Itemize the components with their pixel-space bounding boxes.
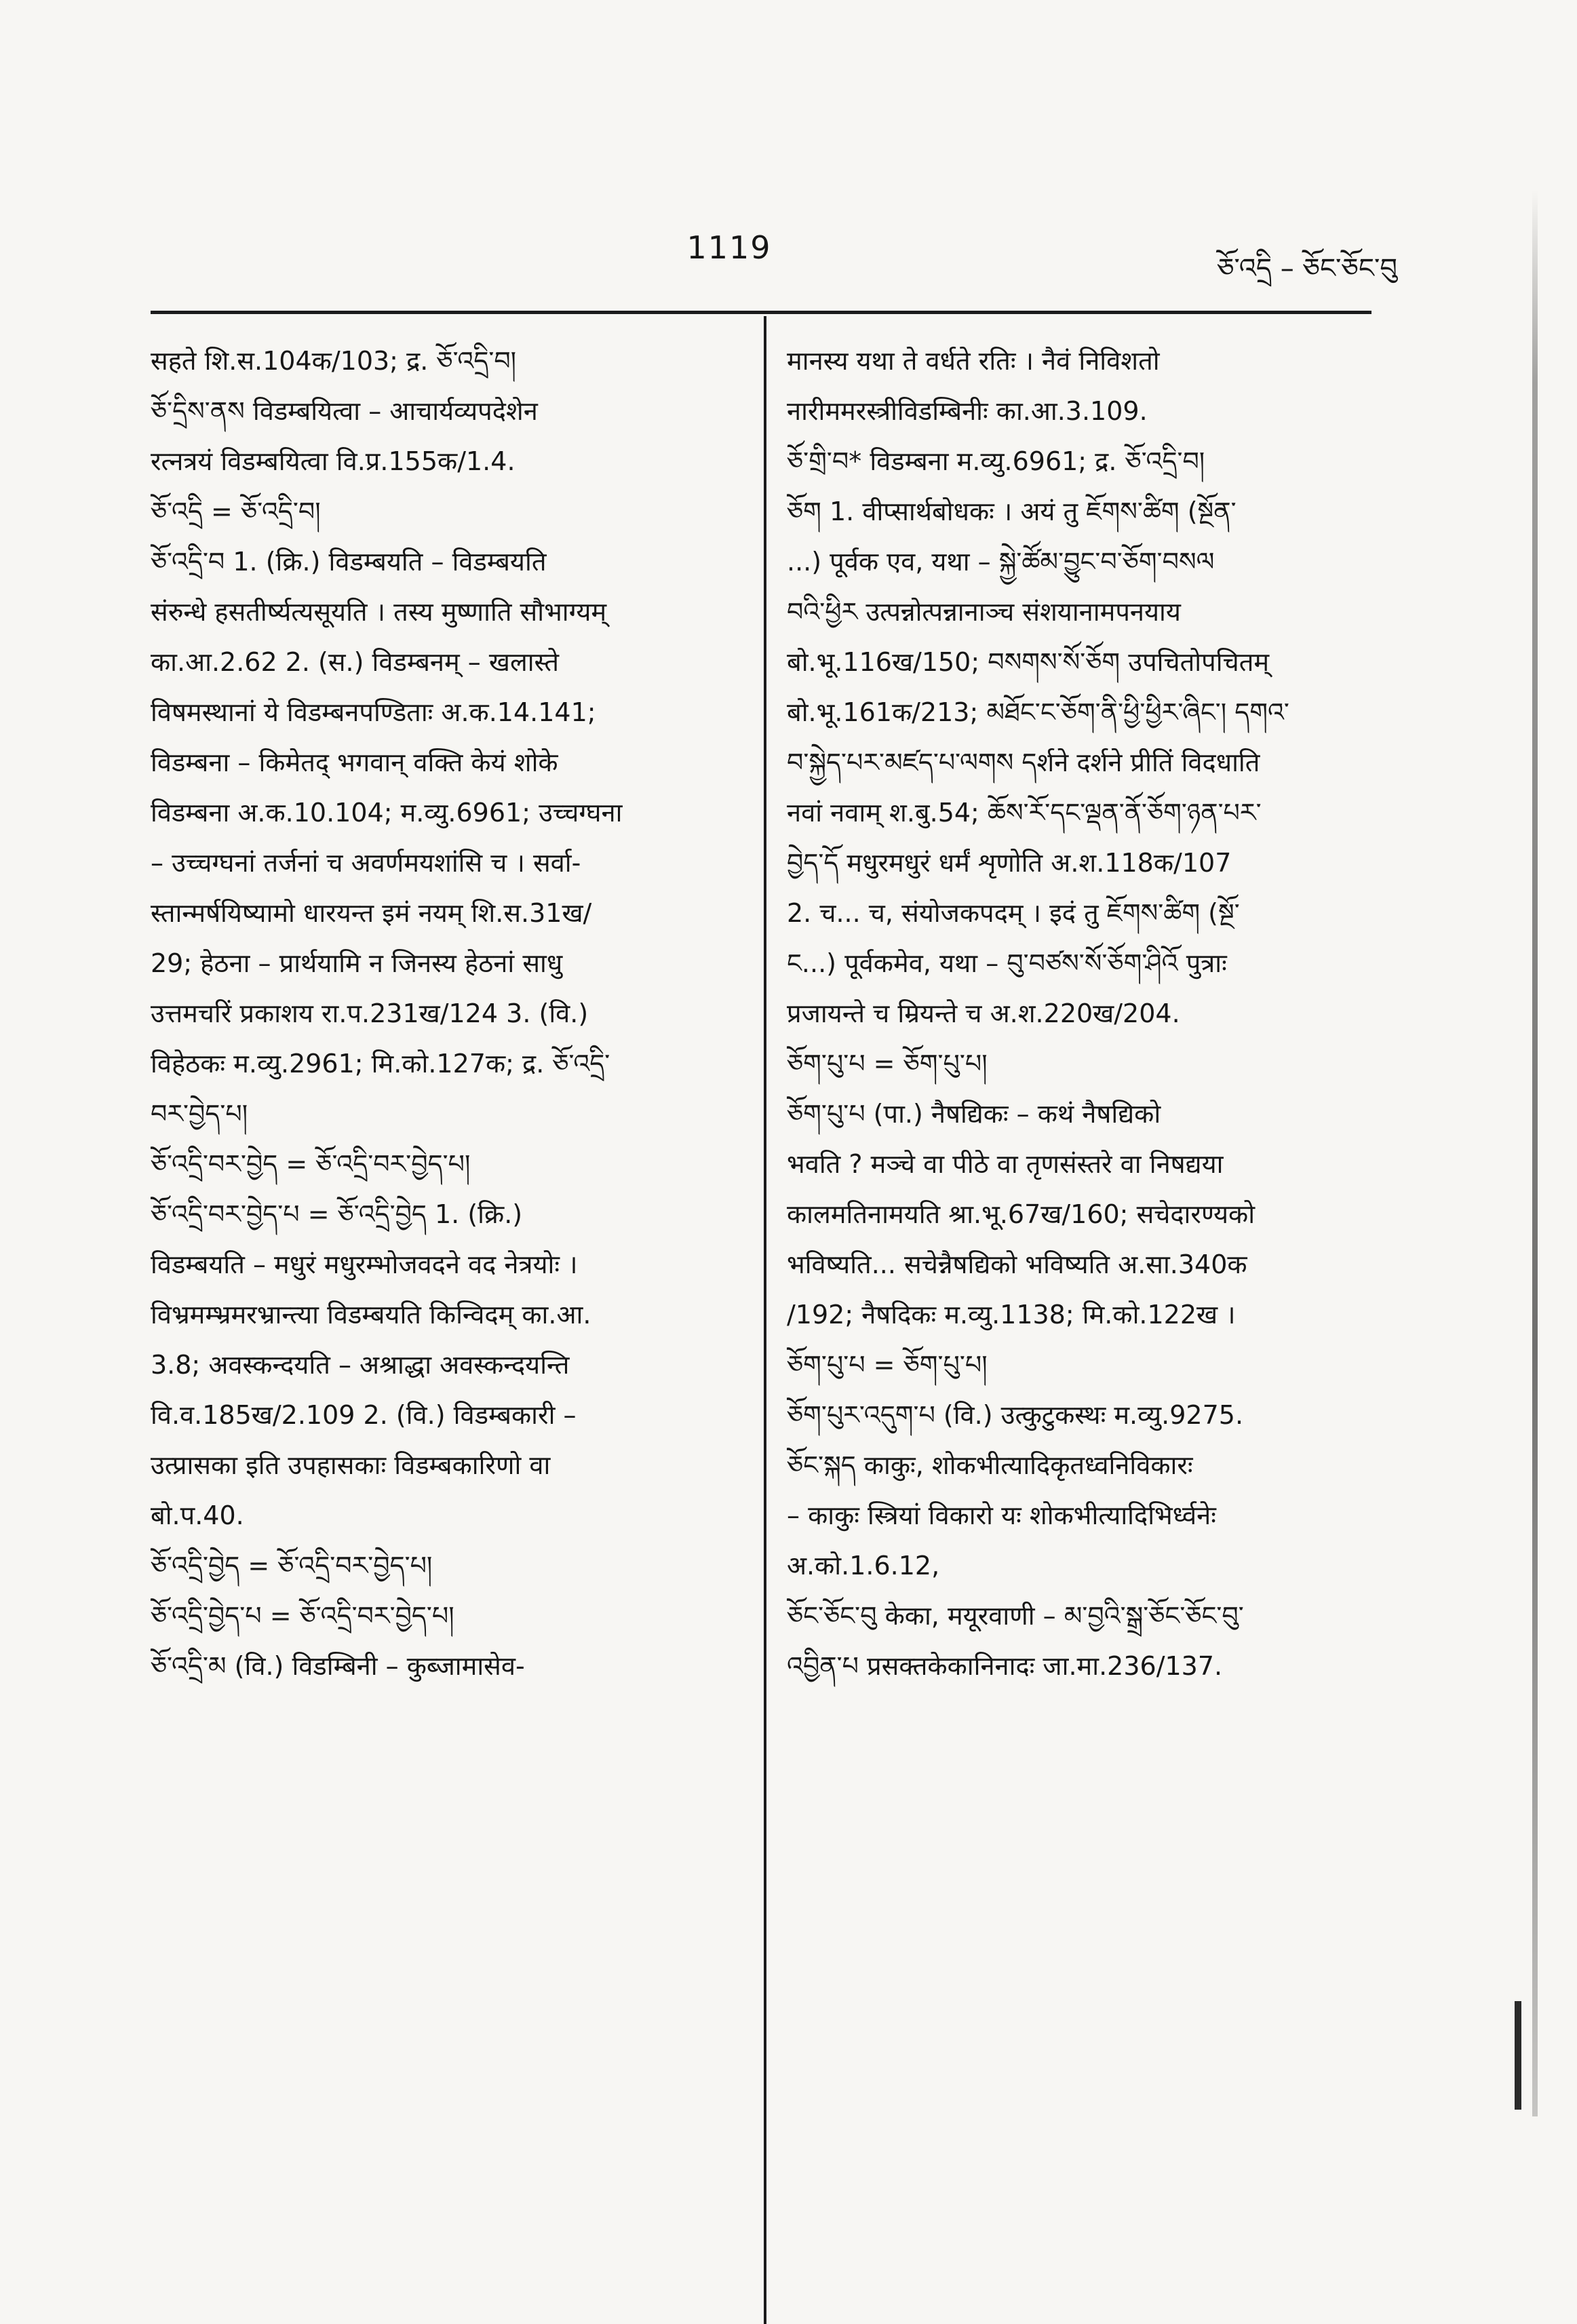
- left-line-9: विडम्बना – किमेतद् भगवान् वक्ति केयं शोके: [151, 748, 558, 777]
- right-line-2: नारीममरस्त्रीविडम्बिनीः का.आ.3.109.: [787, 396, 1148, 426]
- right-line-15: ཅོག་པུ་པ = ཅོག་པུ་པ།: [787, 1049, 988, 1079]
- page-number: 1119: [686, 229, 772, 266]
- right-line-5: ...) पूर्वक एव, यथा – སྐྱེ་ཚོམ་བྱུང་བ་ཅོག་བསལ: [787, 547, 1215, 577]
- left-line-4: ཅོ་འདྲི = ཅོ་འདྲི་བ།: [151, 497, 321, 526]
- right-line-24: – काकुः स्त्रियां विकारो यः शोकभीत्यादिभिर्ध्वनेः: [787, 1500, 1216, 1530]
- right-line-1: मानस्य यथा ते वर्धते रतिः । नैवं निविशतो: [787, 346, 1160, 376]
- scan-edge-mark: [1515, 2001, 1521, 2110]
- left-line-2: ཅོ་དྲིས་ནས विडम्बयित्वा – आचार्यव्यपदेशेन: [151, 396, 538, 426]
- right-line-23: ཅོང་སྐད काकुः, शोकभीत्यादिकृतध्वनिविकारः: [787, 1450, 1193, 1480]
- left-line-12: स्तान्मर्षयिष्यामो धारयन्त इमं नयम् शि.स.31ख/: [151, 898, 592, 928]
- right-line-6: བའི་ཕྱིར उत्पन्नोत्पन्नानाञ्च संशयानामपनयाय: [787, 597, 1181, 627]
- left-line-25: ཅོ་འདྲི་བྱེད = ཅོ་འདྲི་བར་བྱེད་པ།: [151, 1551, 433, 1581]
- right-line-26: ཅོང་ཅོང་བུ केका, मयूरवाणी – མ་བྱའི་སྒྲ་ཅོང་ཅོང་བུ་: [787, 1601, 1244, 1631]
- left-line-18: ཅོ་འདྲི་བར་བྱེད་པ = ཅོ་འདྲི་བྱེད 1. (क्रि.): [151, 1199, 523, 1229]
- column-divider: [764, 316, 766, 2324]
- left-line-13: 29; हेठना – प्रार्थयामि न जिनस्य हेठनां साधु: [151, 948, 563, 978]
- scan-edge-shadow: [1532, 190, 1538, 2116]
- right-line-3: ཅོ་གྲི་བ* विडम्बना म.व्यु.6961; द्र. ཅོ་འདྲི་བ།: [787, 446, 1205, 476]
- right-line-16: ཅོག་པུ་པ (पा.) नैषद्यिकः – कथं नैषद्यिको: [787, 1099, 1161, 1129]
- left-line-6: संरुन्धे हसतीर्ष्यत्यसूयति । तस्य मुष्णाति सौभाग्यम्: [151, 597, 607, 627]
- running-head: ཅོ་འདྲི – ཅོང་ཅོང་བུ: [1217, 253, 1397, 284]
- right-line-12: 2. च... च, संयोजकपदम् । इदं तु ཇོགས་ཚིག (སྔོ་: [787, 898, 1240, 928]
- right-line-9: བ་སྐྱེད་པར་མཛད་པ་ལགས དर्शने दर्शने प्रीतिं विदधाति: [787, 748, 1260, 777]
- left-line-19: विडम्बयति – मधुरं मधुरम्भोजवदने वद नेत्रयोः ।: [151, 1250, 578, 1279]
- left-line-16: བར་བྱེད་པ།: [151, 1099, 248, 1129]
- right-line-14: प्रजायन्ते च म्रियन्ते च अ.श.220ख/204.: [787, 999, 1180, 1028]
- right-line-11: བྱེད་དོ मधुरमधुरं धर्मं शृणोति अ.श.118क/107: [787, 848, 1232, 878]
- right-line-20: /192; नैषदिकः म.व्यु.1138; मि.को.122ख ।: [787, 1300, 1236, 1330]
- left-line-26: ཅོ་འདྲི་བྱེད་པ = ཅོ་འདྲི་བར་བྱེད་པ།: [151, 1601, 454, 1631]
- right-line-13: ང...) पूर्वकमेव, यथा – བུ་བཙས་སོ་ཅོག་ཤིའོ पुत्राः: [787, 948, 1227, 978]
- left-line-5: ཅོ་འདྲི་བ 1. (क्रि.) विडम्बयति – विडम्बयति: [151, 547, 547, 577]
- left-line-27: ཅོ་འདྲི་མ (वि.) विडम्बिनी – कुब्जामासेव-: [151, 1651, 525, 1681]
- left-line-17: ཅོ་འདྲི་བར་བྱེད = ཅོ་འདྲི་བར་བྱེད་པ།: [151, 1149, 471, 1179]
- right-line-17: भवति ? मञ्चे वा पीठे वा तृणसंस्तरे वा निषद्यया: [787, 1149, 1224, 1179]
- left-line-10: विडम्बना अ.क.10.104; म.व्यु.6961; उच्चग्घना: [151, 798, 623, 828]
- right-line-19: भविष्यति... सचेन्नैषद्यिको भविष्यति अ.सा.340क: [787, 1250, 1247, 1279]
- right-line-21: ཅོག་པུ་པ = ཅོག་པུ་པ།: [787, 1350, 988, 1380]
- left-line-1: सहते शि.स.104क/103; द्र. ཅོ་འདྲི་བ།: [151, 346, 517, 376]
- left-line-14: उत्तमचरिं प्रकाशय रा.प.231ख/124 3. (वि.): [151, 999, 589, 1028]
- right-line-27: འབྱིན་པ प्रसक्तकेकानिनादः जा.मा.236/137.: [787, 1651, 1223, 1681]
- left-line-15: विहेठकः म.व्यु.2961; मि.को.127क; द्र. ཅོ་འདྲི་: [151, 1049, 610, 1079]
- left-line-24: बो.प.40.: [151, 1500, 244, 1530]
- right-line-22: ཅོག་པུར་འདུག་པ (वि.) उत्कुटुकस्थः म.व्यु.9275.: [787, 1400, 1244, 1430]
- left-line-22: वि.व.185ख/2.109 2. (वि.) विडम्बकारी –: [151, 1400, 577, 1430]
- right-line-18: कालमतिनामयति श्रा.भू.67ख/160; सचेदारण्यको: [787, 1199, 1255, 1229]
- left-line-11: – उच्चग्घनां तर्जनां च अवर्णमयशांसि च । सर्वा-: [151, 848, 581, 878]
- left-column: [151, 336, 734, 1691]
- left-line-21: 3.8; अवस्कन्दयति – अश्राद्धा अवस्कन्दयन्ति: [151, 1350, 570, 1380]
- right-line-7: बो.भू.116ख/150; བསགས་སོ་ཅོག उपचितोपचितम्: [787, 647, 1270, 677]
- right-line-4: ཅོག 1. वीप्सार्थबोधकः । अयं तु ཇོགས་ཚིག (སྔོན་: [787, 497, 1237, 526]
- left-line-3: रत्नत्रयं विडम्बयित्वा वि.प्र.155क/1.4.: [151, 446, 515, 476]
- left-line-23: उत्प्रासका इति उपहासकाः विडम्बकारिणो वा: [151, 1450, 551, 1480]
- right-line-10: नवां नवाम् श.बु.54; ཆོས་རོ་དང་ལྡན་ནོ་ཅོག་ཉན་པར་: [787, 798, 1262, 828]
- right-line-8: बो.भू.161क/213; མཐོང་ང་ཅོག་ནི་ཕྱི་ཕྱིར་ཞིང་། དགའ་: [787, 697, 1289, 727]
- left-line-8: विषमस्थानां ये विडम्बनपण्डिताः अ.क.14.141;: [151, 697, 596, 727]
- right-column: [787, 336, 1370, 1691]
- header-rule: [151, 311, 1371, 314]
- left-line-20: विभ्रमम्भ्रमरभ्रान्त्या विडम्बयति किन्विदम् का.आ.: [151, 1300, 591, 1330]
- left-line-7: का.आ.2.62 2. (स.) विडम्बनम् – खलास्ते: [151, 647, 559, 677]
- right-line-25: अ.को.1.6.12,: [787, 1551, 940, 1581]
